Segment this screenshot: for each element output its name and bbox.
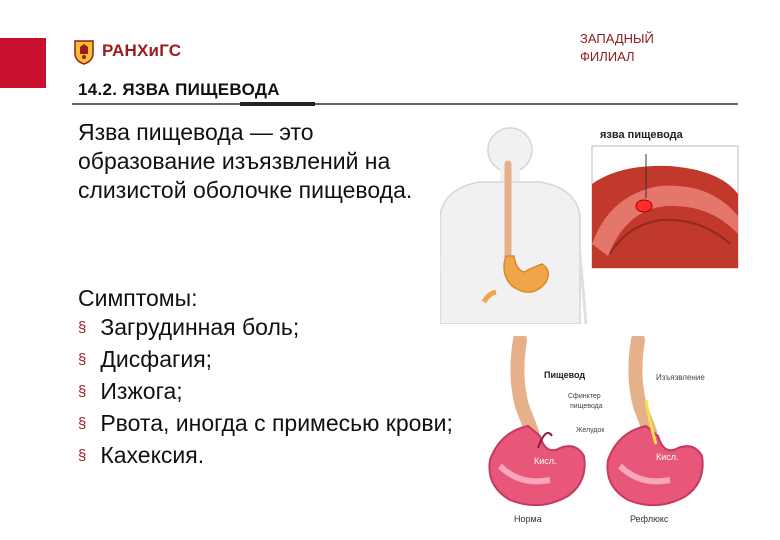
reflux-stomach <box>607 340 702 524</box>
logo-text: РАНХиГС <box>102 41 182 60</box>
symptom-item <box>78 377 478 409</box>
symptom-item <box>78 345 478 377</box>
symptoms-heading: Симптомы: <box>78 285 198 311</box>
symptom-text: Кахексия. <box>100 442 205 468</box>
bullet-icon: § <box>78 415 87 432</box>
esophageal-ulcer-illustration <box>440 124 740 324</box>
caption-reflux: Рефлюкс <box>630 514 669 524</box>
branch-line-2: ФИЛИАЛ <box>580 49 635 64</box>
label-ulceration: Изъязвление <box>656 373 705 382</box>
label-stomach: Желудок <box>576 427 605 434</box>
human-silhouette <box>440 128 586 324</box>
acid-label-left: Кисл. <box>534 456 557 466</box>
reflux-comparison-illustration <box>480 336 740 526</box>
normal-stomach <box>489 340 584 524</box>
bullet-icon: § <box>78 319 87 336</box>
symptom-item <box>78 441 478 473</box>
symptom-text: Рвота, иногда с примесью крови; <box>100 410 453 436</box>
ranepa-logo <box>72 34 212 68</box>
symptom-text: Дисфагия; <box>100 346 213 372</box>
symptom-item <box>78 313 478 345</box>
acid-label-right: Кисл. <box>656 452 679 462</box>
symptom-item <box>78 409 478 441</box>
slide-title: 14.2. ЯЗВА ПИЩЕВОДА <box>78 80 280 99</box>
branch-label <box>580 30 654 66</box>
title-underline-accent <box>240 102 315 106</box>
caption-normal: Норма <box>514 514 542 524</box>
symptom-text: Загрудинная боль; <box>100 314 300 340</box>
bullet-icon: § <box>78 383 87 400</box>
emblem-icon <box>72 37 96 65</box>
branch-line-1: ЗАПАДНЫЙ <box>580 31 654 46</box>
symptoms-block <box>78 284 478 473</box>
accent-bar <box>0 38 46 88</box>
label-esophagus: Пищевод <box>544 370 586 380</box>
label-sphincter-2: пищевода <box>570 403 603 410</box>
title-divider <box>72 103 738 105</box>
label-sphincter-1: Сфинктер <box>568 393 601 400</box>
bullet-icon: § <box>78 351 87 368</box>
ulcer-closeup <box>592 129 738 268</box>
bullet-icon: § <box>78 447 87 464</box>
definition-text: Язва пищевода — это образование изъязвлений на слизистой оболочке пищевода. <box>78 119 413 203</box>
ulcer-closeup-label: язва пищевода <box>600 129 683 141</box>
symptom-text: Изжога; <box>100 378 183 404</box>
